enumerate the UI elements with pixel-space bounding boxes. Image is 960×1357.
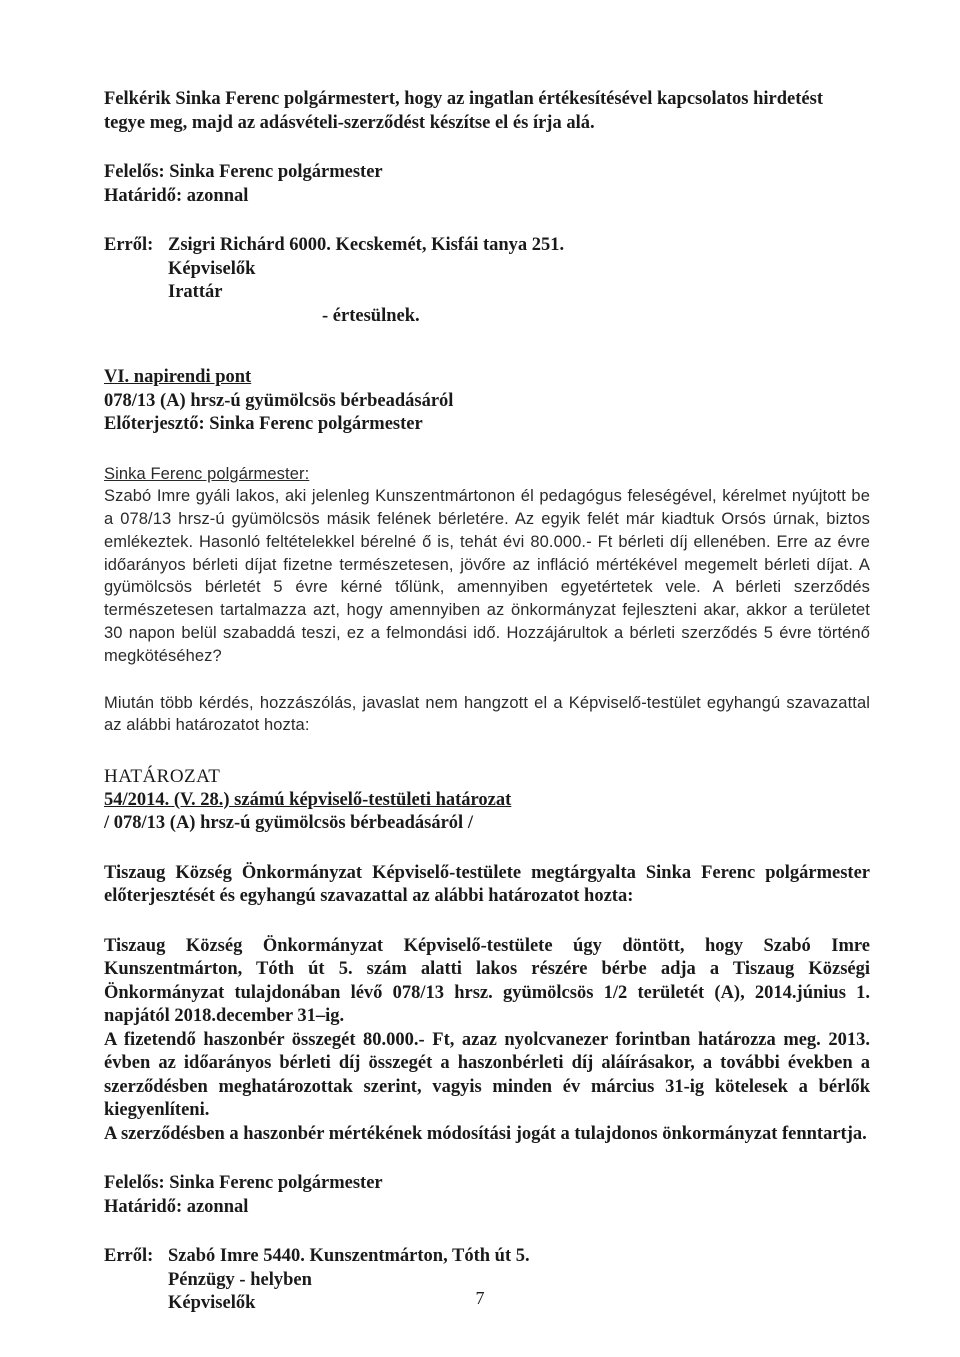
intro-line-1: Felkérik Sinka Ferenc polgármestert, hogy az ingatlan értékesítésével kapcsolatos hirdetést bbox=[104, 89, 823, 109]
agenda-heading: VI. napirendi pont bbox=[104, 367, 252, 387]
notify-label: Erről: bbox=[104, 1246, 154, 1267]
responsible-block-2 bbox=[104, 1172, 870, 1219]
deadline: Határidő: azonnal bbox=[104, 1196, 249, 1217]
notify-label: Erről: bbox=[104, 235, 154, 255]
speaker-name bbox=[104, 463, 870, 486]
responsible-person: Felelős: Sinka Ferenc polgármester bbox=[104, 1173, 383, 1194]
resolution-heading-block bbox=[104, 765, 870, 836]
speaker-label: Sinka Ferenc polgármester: bbox=[104, 464, 310, 483]
responsible-person: Felelős: Sinka Ferenc polgármester bbox=[104, 162, 383, 182]
deadline: Határidő: azonnal bbox=[104, 185, 249, 206]
resolution-subject: / 078/13 (A) hrsz-ú gyümölcsös bérbeadásáról / bbox=[104, 813, 473, 834]
notify-block-1 bbox=[104, 234, 870, 328]
agenda-subject: 078/13 (A) hrsz-ú gyümölcsös bérbeadásáról bbox=[104, 390, 454, 411]
notify-recipient: Zsigri Richárd 6000. Kecskemét, Kisfái tanya 251. bbox=[168, 235, 565, 255]
agenda-block bbox=[104, 366, 870, 437]
document-page bbox=[104, 88, 870, 1316]
notify-recipient: Szabó Imre 5440. Kunszentmárton, Tóth út 5. bbox=[168, 1246, 530, 1267]
resolution-preamble: Tiszaug Község Önkormányzat Képviselő-testülete megtárgyalta Sinka Ferenc polgármester előterjesztését és egyhangú szavazattal az alábbi határozatot hozta: bbox=[104, 862, 870, 907]
resolution-number: 54/2014. (V. 28.) számú képviselő-testületi határozat bbox=[104, 789, 512, 810]
responsible-block-1 bbox=[104, 161, 870, 208]
resolution-title: HATÁROZAT bbox=[104, 766, 221, 788]
speech-text: Szabó Imre gyáli lakos, aki jelenleg Kunszentmártonon él pedagógus feleségével, kérelmet nyújtott be a 078/13 hrsz-ú gyümölcsös másik felének bérletére. Az egyik felét már kiadtuk Orsós úrnak, biztos emlékeztek. Hasonló feltételekkel bérelné ő is, tehát évi 80.000.- Ft bérleti díj ellenében. Erre az évre időarányos bérleti díjat fizetne természetesen, jövőre az infláció mértékével megemelt bérleti díjat. A gyümölcsös bérletét 5 évre kérné tőlünk, amennyiben egyetértetek vele. A bérleti szerződés természetesen tartalmazza azt, hogy amennyiben az önkormányzat fejleszteni akar, akkor a területet 30 napon belül szabaddá teszi, ez a felmondási idő. Hozzájárultok a bérleti szerződés 5 évre történő megkötéséhez? bbox=[104, 487, 870, 665]
page-number: 7 bbox=[475, 1288, 485, 1308]
resolution-paragraph-2: A fizetendő haszonbér összegét 80.000.- Ft, azaz nyolcvanezer forintban határozza meg. 2013. évben az időarányos bérleti díj összegét a haszonbérleti díj aláírásakor, a további években a szerződésben meghatározottak szerint, vagyis minden év március 31-ig kötelesek a bérlők kiegyenlíteni. bbox=[104, 1029, 870, 1121]
agenda-presenter: Előterjesztő: Sinka Ferenc polgármester bbox=[104, 414, 423, 434]
notify-recipient: Irattár bbox=[168, 282, 223, 302]
intro-line-2: tegye meg, majd az adásvételi-szerződést készítse el és írja alá. bbox=[104, 112, 595, 133]
notify-recipient: Képviselők bbox=[168, 258, 256, 279]
resolution-paragraph-1: Tiszaug Község Önkormányzat Képviselő-testülete úgy döntött, hogy Szabó Imre Kunszentmárton, Tóth út 5. szám alatti lakos részére bérbe adja a Tiszaug Községi Önkormányzat tulajdonában lévő 078/13 hrsz. gyümölcsös 1/2 területét (A), 2014.június 1. napjától 2018.december 31–ig. bbox=[104, 935, 870, 1027]
resolution-paragraph-3: A szerződésben a haszonbér mértékének módosítási jogát a tulajdonos önkormányzat fenntartja. bbox=[104, 1123, 867, 1144]
notify-suffix: - értesülnek. bbox=[322, 305, 420, 326]
notify-recipient: Képviselők bbox=[168, 1293, 256, 1314]
vote-text: Miután több kérdés, hozzászólás, javaslat nem hangzott el a Képviselő-testület egyhangú szavazattal az alábbi határozatot hozta: bbox=[104, 693, 870, 735]
notify-recipient: Pénzügy - helyben bbox=[168, 1269, 312, 1290]
intro-paragraph bbox=[104, 88, 870, 135]
